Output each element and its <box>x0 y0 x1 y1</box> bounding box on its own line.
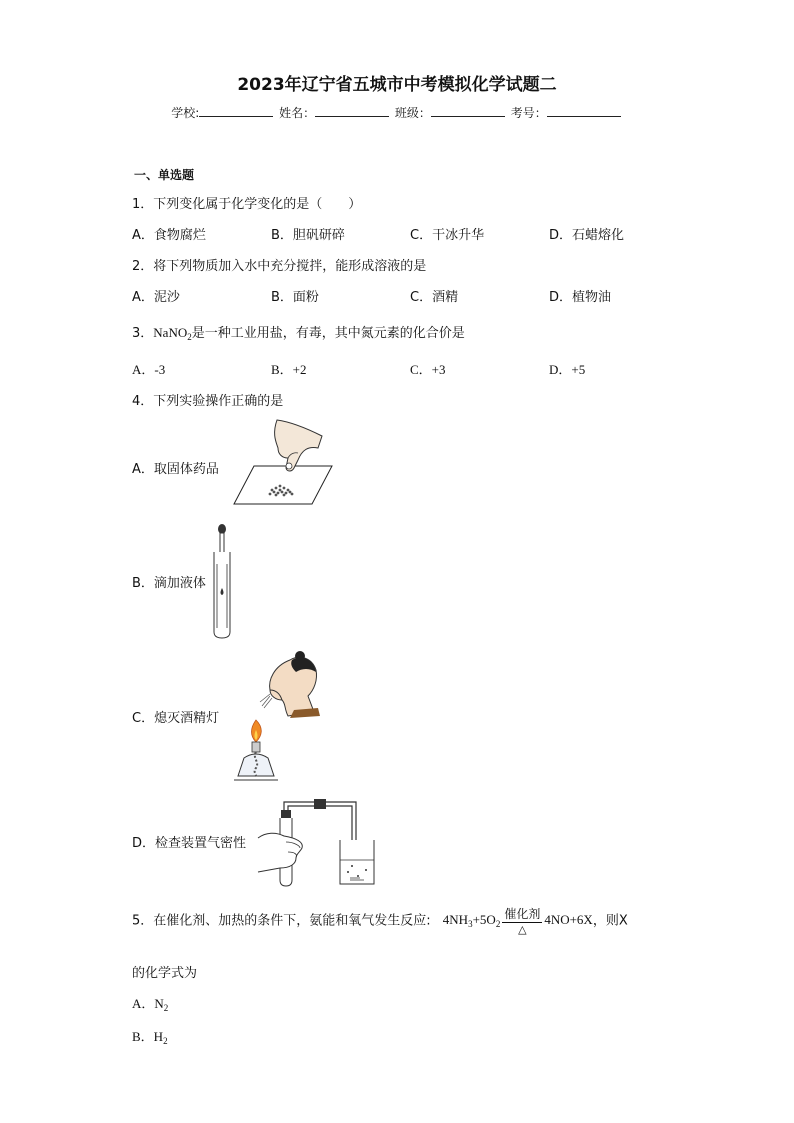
q5-option-a: A．$N_2$ <box>132 996 169 1013</box>
reaction-condition: $\frac{\text{催化剂}}{\triangle}$ <box>504 907 541 936</box>
school-label: 学校: <box>171 106 200 120</box>
student-info-line <box>0 104 794 121</box>
question-2-stem: 2．将下列物质加入水中充分搅拌，能形成溶液的是 <box>132 259 427 274</box>
exam-number-label: 考号： <box>510 106 547 120</box>
q4-option-c: C．熄灭酒精灯 <box>132 711 220 726</box>
q1-option-d: D．石蜡熔化 <box>549 228 625 243</box>
section-title: 一、单选题 <box>134 168 195 182</box>
alcohol-lamp-figure <box>230 650 320 786</box>
q5-option-b: B．$H_2$ <box>132 1029 168 1046</box>
take-solid-figure <box>232 420 334 506</box>
exam-number-blank <box>547 104 621 117</box>
question-4-stem: 4．下列实验操作正确的是 <box>132 394 284 409</box>
nano2-formula: NaNO$_2$ <box>153 325 192 342</box>
question-5-stem: 5．在催化剂、加热的条件下，氨能和氧气发生反应: $4NH_3+5O_2$ $\frac{\text{催化剂}}{\triangle}$ 4NO+6X，则X <box>132 907 628 936</box>
q3-option-c: C．+3 <box>410 362 446 377</box>
question-3-stem: 3．NaNO$_2$是一种工业用盐，有毒，其中氮元素的化合价是 <box>132 325 465 342</box>
q2-option-b: B．面粉 <box>271 290 319 305</box>
q2-option-d: D．植物油 <box>549 290 612 305</box>
q4-option-a: A．取固体药品 <box>132 462 219 477</box>
class-label: 班级： <box>394 106 431 120</box>
dropper-figure <box>210 524 234 640</box>
q2-option-c: C．酒精 <box>410 290 459 305</box>
reaction-equation: $4NH_3+5O_2$ $\frac{\text{催化剂}}{\triangle}$ 4NO+6X <box>442 907 593 936</box>
page-title: 2023年辽宁省五城市中考模拟化学试题二 <box>237 75 557 95</box>
q3-option-b: B．+2 <box>271 362 307 377</box>
class-blank <box>431 104 505 117</box>
q1-option-b: B．胆矾研碎 <box>271 228 345 243</box>
q3-option-d: D．+5 <box>549 362 586 377</box>
name-blank <box>315 104 389 117</box>
q4-option-b: B．滴加液体 <box>132 576 206 591</box>
name-label: 姓名： <box>279 106 316 120</box>
airtightness-figure <box>256 796 388 888</box>
q1-option-a: A．食物腐烂 <box>132 228 206 243</box>
question-1-stem: 1．下列变化属于化学变化的是（ ） <box>132 197 362 212</box>
question-5-stem-line2: 的化学式为 <box>132 966 198 981</box>
q2-option-a: A．泥沙 <box>132 290 180 305</box>
q4-option-d: D．检查装置气密性 <box>132 836 247 851</box>
q3-option-a: A．-3 <box>132 362 166 377</box>
school-blank <box>199 104 273 117</box>
q1-option-c: C．干冰升华 <box>410 228 485 243</box>
